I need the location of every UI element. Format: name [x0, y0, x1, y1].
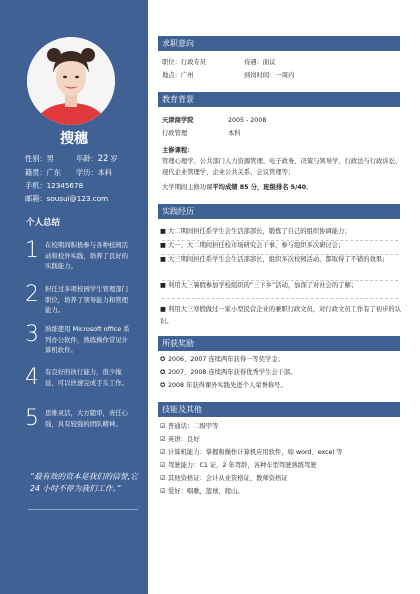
- skills-title: 技能及其他: [158, 402, 400, 417]
- education-period: 2005 - 2008: [228, 117, 267, 124]
- education-level: 学历：本科: [76, 168, 112, 177]
- experience-item: [160, 254, 406, 266]
- quote: “最有效的资本是我们的信誉,它 24 小时不停为我们工作。”: [30, 472, 138, 493]
- skill-text: 爱好：唱歌，篮球，爬山。: [168, 488, 244, 495]
- skill-item: [160, 421, 406, 433]
- award-text: 2007、2008 连续两年获得优秀学生会干部。: [168, 369, 297, 376]
- skill-text: 其他资格证：会计从业资格证、教师资格证: [168, 475, 288, 482]
- sidebar: [0, 0, 148, 594]
- summary-number: 5: [25, 406, 39, 431]
- skill-item: [160, 473, 406, 485]
- experience-item: [160, 240, 406, 252]
- main-content: [148, 0, 420, 594]
- skill-text: 英语：良好: [168, 436, 200, 443]
- checkbox-icon: ☑: [160, 475, 166, 482]
- experience-item: [160, 226, 406, 238]
- job-location: 地点：广州: [162, 72, 194, 79]
- experience-text: 大三期间担任系学生会生活部部长，组织多次校园活动，都取得了不错的效果；: [168, 256, 389, 263]
- degree: 本科: [228, 130, 241, 137]
- square-bullet-icon: ■: [160, 242, 166, 249]
- award-item: [160, 367, 406, 379]
- dashed-divider: [162, 298, 398, 299]
- gpa-suffix: 。: [306, 184, 313, 191]
- summary-number: 1: [25, 238, 39, 263]
- courses-label: 主修课程：: [162, 147, 194, 154]
- award-text: 2008 年获得课外实践先进个人荣誉称号。: [168, 382, 287, 389]
- experience-text: 大一、大二期间担任校市场研究会干事，参与组织多次研讨会；: [168, 242, 345, 249]
- summary-text: 思维灵活，大方随审，责任心强，具有较强的团队精神。: [45, 409, 129, 428]
- skill-item: [160, 434, 406, 446]
- phone: 手机：12345678: [25, 181, 84, 190]
- checkbox-icon: ☑: [160, 436, 166, 443]
- gpa-value: 平均成绩 85 分，班级排名 5/40: [212, 184, 307, 191]
- education-title: 教育背景: [158, 92, 400, 107]
- age-unit: 岁: [110, 154, 118, 163]
- age-row: [76, 154, 118, 164]
- job-salary: 待遇：面议: [244, 59, 276, 66]
- summary-text: 担任过多项校园学生管理部门职位，培养了领导能力和管理能力。: [45, 285, 129, 314]
- job-position: 职位：行政专员: [162, 59, 207, 66]
- skill-item: [160, 447, 406, 459]
- courses-text: 管理心理学、公共部门人力资源管理、电子政务、决策与领导学、行政法与行政诉讼、现代企业管理学、企业公共关系、会议管理等；: [162, 158, 402, 176]
- quote-divider: [28, 509, 138, 510]
- avatar: [27, 37, 115, 125]
- summary-text: 熟练使用 Microsoft office 系列办公软件，熟练操作常见计算机软件。: [45, 325, 130, 354]
- gear-bullet-icon: ✪: [160, 356, 166, 363]
- gear-bullet-icon: ✪: [160, 369, 166, 376]
- age-value: 22: [97, 154, 109, 164]
- experience-text: 利用大三暑假参加学校组织的“三下乡”活动，加深了对社会的了解；: [168, 282, 358, 289]
- summary-number: 3: [25, 322, 39, 347]
- checkbox-icon: ☑: [160, 449, 166, 456]
- skill-item: [160, 486, 406, 498]
- job-intention-title: 求职意向: [158, 36, 400, 51]
- portrait-photo: [27, 37, 115, 125]
- major: 行政管理: [162, 130, 188, 137]
- award-text: 2006、2007 连续两年获得一等奖学金；: [168, 356, 284, 363]
- square-bullet-icon: ■: [160, 256, 166, 263]
- summary-title: 个人总结: [26, 218, 61, 228]
- checkbox-icon: ☑: [160, 462, 166, 469]
- gpa-prefix: 大学期间主修功课: [162, 184, 213, 191]
- summary-number: 2: [25, 282, 39, 307]
- square-bullet-icon: ■: [160, 228, 166, 235]
- checkbox-icon: ☑: [160, 423, 166, 430]
- hometown: 籍贯：广东: [25, 168, 61, 177]
- experience-item: [160, 280, 406, 292]
- square-bullet-icon: ■: [160, 282, 166, 289]
- square-bullet-icon: ■: [160, 306, 166, 313]
- summary-number: 4: [25, 365, 39, 390]
- email: 邮箱：sousui@123.com: [25, 194, 109, 203]
- candidate-name: 搜穗: [60, 131, 88, 147]
- awards-title: 所获奖励: [158, 336, 400, 351]
- summary-text: 有良好的执行能力，很少拖延，可以快速完成手头工作。: [45, 368, 129, 387]
- skill-text: 计算机能力：掌握和操作计算机应用软件，如 word、excel 等: [168, 449, 343, 456]
- summary-text: 在校期间积极参与各种校园活动和校外实践，培养了良好的实践能力。: [45, 241, 129, 270]
- award-item: [160, 354, 406, 366]
- gear-bullet-icon: ✪: [160, 382, 166, 389]
- experience-text: 大二期间担任系学生会生活部部长，锻炼了自己的组织协调能力；: [168, 228, 351, 235]
- checkbox-icon: ☑: [160, 488, 166, 495]
- gpa-line: [162, 183, 312, 192]
- experience-title: 实践经历: [158, 204, 400, 219]
- job-start: 到岗时间：一周内: [244, 72, 295, 79]
- skill-item: [160, 460, 406, 472]
- experience-text: 利用大三寒假做过一家小型民营企业的兼职行政文员，对行政文员工作有了初步的认识。: [160, 306, 401, 325]
- school-name: 天津商学院: [162, 117, 194, 124]
- age-label: 年龄：: [76, 154, 98, 163]
- skill-text: 普通话：二级甲等: [168, 423, 219, 430]
- award-item: [160, 380, 406, 392]
- skill-text: 驾驶能力：C1 证，2 年驾龄，各种车型驾驶熟练驾驶: [168, 462, 317, 469]
- gender: 性别：男: [25, 154, 54, 163]
- experience-item: [160, 304, 406, 328]
